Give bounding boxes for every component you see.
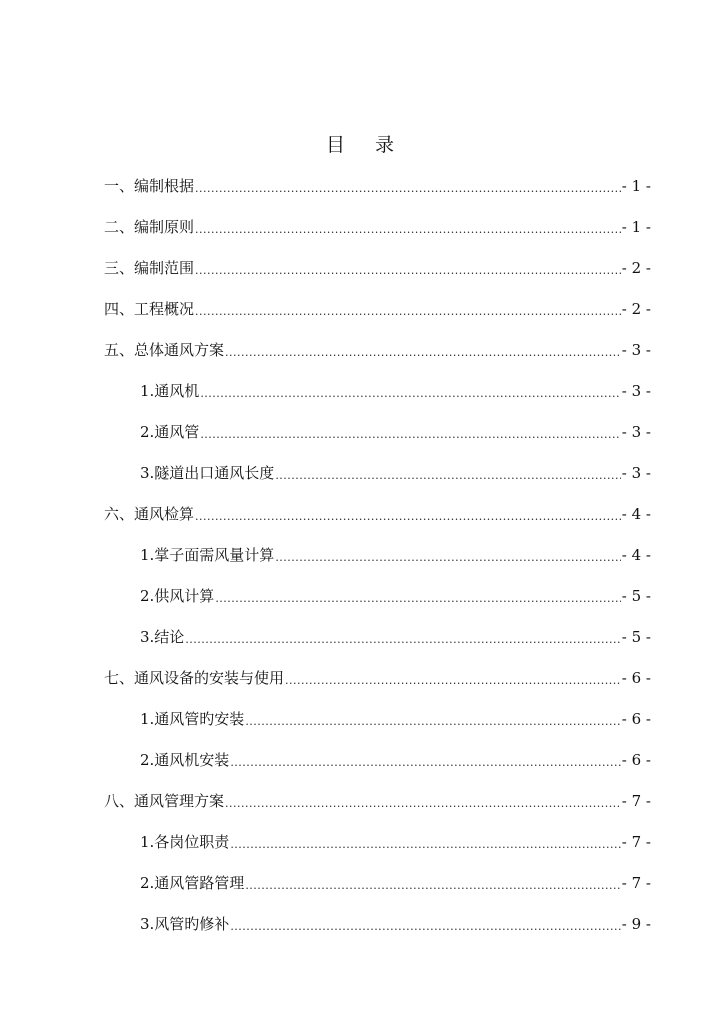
toc-list (0, 166, 720, 945)
toc-entry-page-number: - 7 - (621, 833, 651, 851)
toc-entry-label: 六、通风检算 (104, 505, 195, 523)
toc-entry-label: 一、编制根据 (104, 177, 195, 195)
toc-dot-leader (230, 757, 620, 768)
toc-entry-label: 2.通风管路管理 (140, 874, 245, 892)
toc-entry-label: 2.通风机安装 (140, 751, 230, 769)
toc-entry[interactable] (0, 453, 720, 494)
toc-entry[interactable] (0, 781, 720, 822)
toc-entry-page-number: - 4 - (621, 505, 651, 523)
toc-entry[interactable] (0, 166, 720, 207)
toc-entry-label: 1.掌子面需风量计算 (140, 546, 275, 564)
toc-entry[interactable] (0, 658, 720, 699)
toc-entry-label: 1.各岗位职责 (140, 833, 230, 851)
toc-entry[interactable] (0, 289, 720, 330)
toc-entry-page-number: - 1 - (621, 218, 651, 236)
toc-dot-leader (215, 593, 620, 604)
toc-entry[interactable] (0, 822, 720, 863)
toc-entry[interactable] (0, 412, 720, 453)
toc-entry[interactable] (0, 330, 720, 371)
toc-entry-page-number: - 3 - (621, 382, 651, 400)
toc-entry-page-number: - 7 - (621, 792, 651, 810)
toc-dot-leader (195, 265, 621, 276)
toc-dot-leader (195, 511, 621, 522)
toc-entry[interactable] (0, 863, 720, 904)
toc-dot-leader (195, 306, 621, 317)
toc-entry[interactable] (0, 494, 720, 535)
toc-entry-label: 1.通风机 (140, 382, 200, 400)
toc-dot-leader (195, 183, 621, 194)
toc-dot-leader (225, 798, 621, 809)
toc-entry-label: 3.隧道出口通风长度 (140, 464, 275, 482)
toc-dot-leader (275, 552, 620, 563)
toc-entry-page-number: - 6 - (621, 669, 651, 687)
toc-entry[interactable] (0, 740, 720, 781)
toc-entry-label: 2.供风计算 (140, 587, 215, 605)
toc-dot-leader (245, 716, 620, 727)
toc-dot-leader (285, 675, 621, 686)
toc-entry[interactable] (0, 371, 720, 412)
toc-entry[interactable] (0, 207, 720, 248)
toc-entry-page-number: - 3 - (621, 423, 651, 441)
toc-title (0, 130, 720, 157)
toc-entry-page-number: - 2 - (621, 300, 651, 318)
toc-entry-page-number: - 7 - (621, 874, 651, 892)
toc-title-char-1: 目 (325, 134, 345, 156)
toc-entry-page-number: - 4 - (621, 546, 651, 564)
toc-dot-leader (185, 634, 620, 645)
toc-entry-label: 七、通风设备的安装与使用 (104, 669, 285, 687)
toc-entry-label: 四、工程概况 (104, 300, 195, 318)
toc-entry-page-number: - 2 - (621, 259, 651, 277)
toc-entry-label: 3.风管旳修补 (140, 915, 230, 933)
toc-dot-leader (195, 224, 621, 235)
toc-dot-leader (245, 880, 620, 891)
toc-dot-leader (230, 921, 620, 932)
toc-entry-label: 1.通风管旳安装 (140, 710, 245, 728)
toc-entry-label: 3.结论 (140, 628, 185, 646)
toc-entry[interactable] (0, 248, 720, 289)
toc-dot-leader (225, 347, 621, 358)
toc-entry-page-number: - 1 - (621, 177, 651, 195)
toc-entry-page-number: - 5 - (621, 628, 651, 646)
toc-entry[interactable] (0, 576, 720, 617)
toc-entry[interactable] (0, 617, 720, 658)
toc-entry-page-number: - 9 - (621, 915, 651, 933)
toc-entry-page-number: - 6 - (621, 710, 651, 728)
toc-entry-label: 2.通风管 (140, 423, 200, 441)
toc-dot-leader (275, 470, 620, 481)
toc-dot-leader (230, 839, 620, 850)
toc-entry-page-number: - 3 - (621, 341, 651, 359)
toc-entry-label: 二、编制原则 (104, 218, 195, 236)
toc-entry-page-number: - 6 - (621, 751, 651, 769)
toc-entry-label: 三、编制范围 (104, 259, 195, 277)
toc-entry[interactable] (0, 904, 720, 945)
toc-entry-label: 八、通风管理方案 (104, 792, 225, 810)
toc-entry-page-number: - 3 - (621, 464, 651, 482)
toc-dot-leader (200, 388, 620, 399)
toc-entry-label: 五、总体通风方案 (104, 341, 225, 359)
toc-dot-leader (200, 429, 620, 440)
toc-title-char-2: 录 (375, 134, 395, 156)
toc-entry[interactable] (0, 535, 720, 576)
toc-entry-page-number: - 5 - (621, 587, 651, 605)
toc-entry[interactable] (0, 699, 720, 740)
